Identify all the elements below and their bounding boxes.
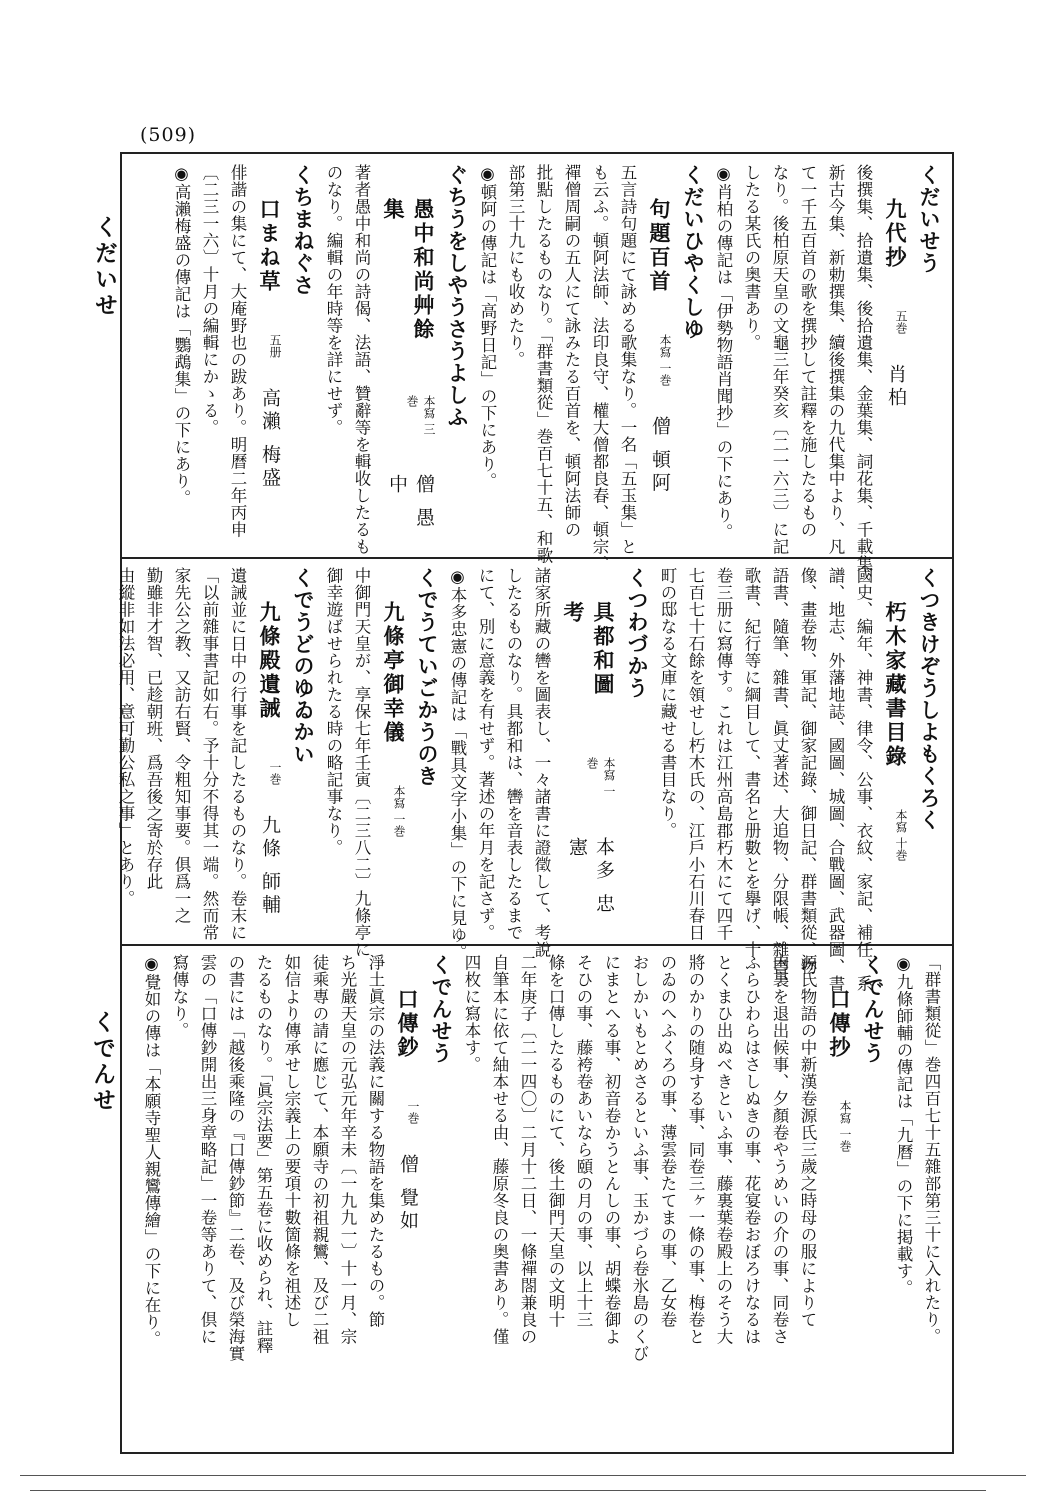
text-line: 中御門天皇が、享保七年壬寅〔二三八二〕九條亭に (352, 567, 371, 958)
entry-author: 肖柏 (885, 364, 907, 410)
footer-rule (30, 1490, 986, 1491)
entry-author: 僧 頓阿 (649, 415, 671, 495)
entry-title: 九代抄 (883, 198, 908, 270)
text-line: ◉九條師輔の傳記は「九曆」の下に掲載す。 (894, 954, 913, 1297)
entry-title: 朽木家藏書目錄 (883, 601, 908, 769)
text-line: たるものなり。「眞宗法要」第五卷に收められ、註釋 (254, 954, 273, 1354)
text-line: 諸家所藏の轡を圖表し、一々諸書に證徵して、考說 (532, 567, 551, 958)
text-line: 著者愚中和尚の詩偈、法語、贊辭等を輯收したるも (352, 164, 371, 555)
text-line: 町の邸なる文庫に藏せる書目なり。 (658, 567, 677, 839)
entry-author: 本多 忠憲 (566, 836, 615, 916)
entry-author: 僧 愚中 (386, 473, 435, 530)
text-line: 内裏を退出候事、夕顏卷やうめいの介の事、同卷さ (770, 954, 789, 1345)
entry-author: 九條 師輔 (259, 815, 281, 918)
entry-volumes: 五册 (268, 334, 282, 358)
entry-volumes: 本寫 一巻 (658, 334, 672, 386)
text-line: 歌書、紀行等に綱目して、書名と册數とを擧げ、十 (742, 567, 761, 958)
text-line: 俳諧の集にて、大庵野也の跋あり。明曆二年丙申 (228, 164, 247, 538)
entry-title: 口傳鈔 (395, 988, 420, 1060)
side-label-top: くだいせ (91, 215, 118, 319)
entry-volumes: 一巻 (406, 1100, 420, 1124)
entry-volumes: 本寫 十巻 (894, 809, 908, 861)
text-line: そひの事、藤袴卷あいなら頤の月の事、以上十三 (574, 954, 593, 1328)
entry-heading: くでんせう (429, 954, 454, 1064)
text-line: 寫傳なり。 (170, 954, 189, 1039)
text-line: 淨土眞宗の法義に關する物語を集めたるもの。節 (366, 954, 385, 1328)
text-line: ◉覺如の傳は「本願寺聖人親鸞傳繪」の下に在り。 (142, 954, 161, 1348)
text-line: ち光嚴天皇の元弘元年辛未〔一九九一〕十一月、宗 (338, 954, 357, 1345)
text-line: 後撰集、拾遺集、後拾遺集、金葉集、詞花集、千載集、 (854, 164, 873, 589)
entry-volumes: 本寫 一巻 (838, 1100, 852, 1152)
text-line: 勤雖非才智、已趁朝班、爲吾後之寄於存此 (144, 567, 163, 890)
entry-author (378, 837, 408, 867)
page-number: (509) (140, 124, 197, 146)
text-line: 條を口傳したるものにて、後土御門天皇の文明十 (546, 954, 565, 1328)
section-3 (136, 954, 942, 1440)
text-line: 自筆本に依て紬本せる由、藤原冬良の奥書あり。僅 (490, 954, 509, 1345)
entry-author: 高瀨 梅盛 (259, 388, 281, 491)
text-line: 像、畫卷物、軍記、御家記錄、御日記、群書類從、物 (798, 567, 817, 975)
text-line: 將のかりの随身する事、同卷三ヶ一條の事、梅卷と (686, 954, 705, 1345)
text-line: 由縱非如法必用、意可勤公私之事」とあり。 (116, 567, 135, 907)
text-line: 部第三十九にも收めたり。 (506, 164, 525, 368)
entry-title: 九條亭御幸儀 (381, 601, 406, 745)
text-line: 遺誡並に日中の行事を記したるものなり。卷末に (228, 567, 247, 941)
text-line: 御幸遊ばせられたる時の略記事なり。 (324, 567, 343, 856)
text-line: の書には「越後乘隆の『口傳鈔節』二卷、及び榮海實 (226, 954, 245, 1362)
text-line: 譜、地志、外藩地誌、國圖、城圖、合戰圖、武器圖、書 (826, 567, 845, 992)
text-line: も云ふ。頓阿法師、法印良守、權大僧都良春、頓宗、 (590, 164, 609, 572)
text-line: にまとへる事、初音卷かうとんしの事、胡蝶卷御よ (602, 954, 621, 1345)
entry-title: 具都和圖考 (561, 601, 616, 697)
entry-title-line (254, 164, 284, 548)
entry-volumes: 本寫 三巻 (405, 395, 436, 436)
entry-heading: くだいひやくしゆ (681, 164, 706, 340)
entry-author: 僧 覺如 (397, 1154, 419, 1234)
entry-heading: くちまねぐさ (291, 164, 316, 296)
entry-heading: くつきけぞうしよもくろく (917, 567, 942, 831)
entry-heading: くでうどのゆゐかい (291, 567, 316, 765)
text-line: 家先公之教、又訪右賢、令粗知事要。俱爲一之 (172, 567, 191, 924)
entry-volumes: 五巻 (894, 310, 908, 334)
text-line: ◉頓阿の傳記は「高野日記」の下にあり。 (478, 164, 497, 490)
text-line: ふらひわらはさしぬきの事、花宴卷おぼろけなるは (742, 954, 761, 1345)
entry-heading: くでんせう (861, 954, 886, 1064)
entry-title-line (254, 567, 284, 935)
text-line: 禪僧周嗣の五人にて詠みたる百首を、頓阿法師の (562, 164, 581, 538)
entry-volumes: 本寫 一巻 (392, 785, 406, 837)
entry-title-line (880, 567, 910, 935)
entry-heading: くでうていごかうのき (415, 567, 440, 787)
text-line: 卷三册に寫傳す。これは江州高島郡朽木にて四千 (714, 567, 733, 941)
entry-volumes: 本寫 一巻 (585, 756, 616, 797)
text-line: のなり。編輯の年時等を詳にせず。 (324, 164, 343, 436)
text-line: ◉肖柏の傳記は「伊勢物語肖聞抄」の下にあり。 (714, 164, 733, 541)
text-line: なり。後柏原天皇の文龜三年癸亥〔二一六三〕に記 (770, 164, 789, 555)
text-line: 語書、隨筆、雜書、眞丈著述、大追物、分限帳、雜書、 (770, 567, 789, 992)
entry-title-line (880, 164, 910, 548)
text-line: 「以前雜事書記如右。予十分不得其一端。然而常 (200, 567, 219, 941)
section-2 (116, 567, 942, 992)
entry-title: 口傳抄 (827, 988, 852, 1060)
entry-author (824, 1152, 854, 1182)
text-line: 新古今集、新勅撰集、續後撰集の九代集中より、凡 (826, 164, 845, 555)
text-line: したる某氏の奥書あり。 (742, 164, 761, 351)
text-line: 批點したるものなり。「群書類從」巻百七十五、和歌 (534, 164, 553, 564)
entry-title: 句題百首 (647, 198, 672, 294)
entry-title-line (558, 567, 618, 935)
entry-title-line (392, 954, 422, 1440)
text-line: のゐのへふくろの事、薄雲卷たてまの事、乙女卷 (658, 954, 677, 1328)
entry-title-line (644, 164, 674, 548)
text-line: したるものなり。具都和は、轡を音表したるまで (504, 567, 523, 941)
text-line: ◉高瀨梅盛の傳記は「鸚鵡集」の下にあり。 (172, 164, 191, 507)
entry-heading: くつわづかう (625, 567, 650, 699)
text-line: にて、別に意義を有せず。著述の年月を記さず。 (476, 567, 495, 941)
section-1 (136, 164, 942, 589)
entry-heading: ぐちうをしやうさうよしふ (445, 164, 470, 428)
entry-author (880, 861, 910, 891)
text-line: 四枚に寫本す。 (462, 954, 481, 1073)
text-line: 雲の「口傳鈔開出三身章略記」一卷等ありて、倶に (198, 954, 217, 1345)
text-line: とくまひ出ぬべきといふ事、藤裏葉卷殿上のそう大 (714, 954, 733, 1345)
entry-heading: くだいせう (917, 164, 942, 274)
entry-title-line (378, 567, 408, 935)
text-line: 國史、編年、神書、律令、公事、衣紋、家記、補任、系 (854, 567, 873, 992)
text-line: ◉本多忠憲の傳記は「戰具文字小集」の下に見ゆ。 (448, 567, 467, 961)
entry-title-line (824, 954, 854, 1440)
text-line: 源氏物語の中新漢卷源氏三歲之時母の服によりて (798, 954, 817, 1328)
side-label-bottom: くでんせ (89, 1010, 116, 1114)
text-line: 徒乘專の請に應じて、本願寺の初祖親鸞、及び二祖 (310, 954, 329, 1345)
entry-title: 九條殿遺誡 (257, 601, 282, 721)
entry-title-line (378, 164, 438, 548)
entry-title: 愚中和尚艸餘集 (381, 198, 436, 342)
footer-rule (20, 1475, 1026, 1476)
text-line: おしかいもとめさるといふ事、玉かづら卷氷島のくび (630, 954, 649, 1362)
text-line: 「群書類從」巻四百七十五雜部第三十に入れたり。 (922, 954, 941, 1345)
content-frame (116, 152, 954, 1454)
entry-volumes: 一巻 (268, 761, 282, 785)
text-line: 如信より傳承せし宗義上の要項十數箇條を祖述し (282, 954, 301, 1328)
text-line: 〔二三一六〕十月の編輯にかゝる。 (200, 164, 219, 436)
text-line: て一千五百首の歌を撰抄して註釋を施したるもの (798, 164, 817, 538)
text-line: 二年庚子〔二一四〇〕二月十二日、一條禪閤兼良の (518, 954, 537, 1345)
entry-title: 口まね草 (257, 198, 282, 294)
text-line: 七百七十石餘を領せし朽木氏の、江戶小石川春日 (686, 567, 705, 941)
text-line: 五言詩句題にて詠める歌集なり。一名「五玉集」と (618, 164, 637, 555)
